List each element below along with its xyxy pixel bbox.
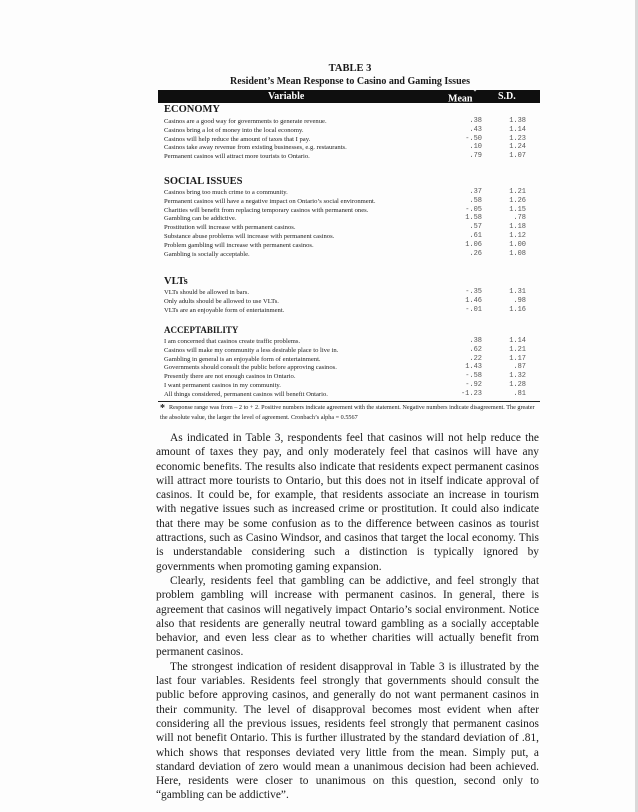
row-mean: -.35 — [465, 288, 482, 296]
row-sd: 1.38 — [509, 117, 526, 125]
row-mean: 1.43 — [465, 363, 482, 372]
row-label: Casinos take away revenue from existing businesses, e.g. restaurants. — [164, 144, 347, 152]
section-title: SOCIAL ISSUES — [164, 176, 243, 187]
row-sd: 1.28 — [509, 381, 526, 389]
row-mean: 1.46 — [465, 296, 482, 305]
table-row — [164, 241, 538, 250]
row-sd: 1.32 — [509, 372, 526, 381]
row-sd: 1.21 — [509, 188, 526, 196]
row-sd: 1.08 — [509, 249, 526, 258]
row-label: I want permanent casinos in my community. — [164, 382, 281, 389]
row-sd: 1.23 — [509, 134, 526, 143]
table-row — [164, 372, 538, 381]
row-mean: .37 — [469, 188, 482, 196]
header-mean-mark: * — [473, 89, 477, 95]
row-mean: .58 — [469, 196, 482, 205]
table-row — [164, 250, 538, 259]
row-sd: 1.31 — [509, 288, 526, 296]
row-sd: 1.00 — [509, 240, 526, 249]
row-label: Permanent casinos will attract more tourists to Ontario. — [164, 153, 310, 161]
row-label: Presently there are not enough casinos in Ontario. — [164, 373, 296, 381]
table-row — [164, 288, 538, 297]
row-mean: 1.06 — [465, 240, 482, 249]
table-row — [164, 363, 538, 372]
row-sd: 1.21 — [509, 345, 526, 354]
row-sd: 1.14 — [509, 337, 526, 345]
table-row — [164, 117, 538, 126]
table-row — [164, 214, 538, 223]
section-title: VLTs — [164, 276, 188, 287]
row-mean: -.05 — [465, 205, 482, 214]
row-mean: .79 — [469, 152, 482, 161]
row-label: Charities will benefit from replacing temporary casinos with permanent ones. — [164, 206, 369, 214]
row-mean: -.01 — [465, 305, 482, 314]
row-label: All things considered, permanent casinos will benefit Ontario. — [164, 390, 328, 398]
header-variable: Variable — [268, 91, 305, 102]
row-label: VLTs should be allowed in bars. — [164, 289, 250, 296]
table-row — [164, 346, 538, 355]
table-header-bar — [158, 90, 540, 103]
row-label: Only adults should be allowed to use VLTs. — [164, 297, 279, 305]
header-mean — [448, 90, 476, 105]
row-mean: .26 — [469, 249, 482, 258]
table-row — [164, 390, 538, 399]
row-mean: -.50 — [465, 134, 482, 143]
row-label: Gambling in general is an enjoyable form of entertainment. — [164, 355, 321, 363]
header-sd: S.D. — [498, 91, 516, 102]
row-mean: 1.58 — [465, 214, 482, 223]
paragraph: As indicated in Table 3, respondents feel that casinos will not help reduce the amount of taxes they pay, and only moderately feel that casinos will have any economic benefits. The results also indicate that residents expect permanent casinos will attract more tourists to Ontario, but this does not in itself indicate approval of casinos. It could be, for example, that residents associate an increase in tourism with negative issues such as increased crime or prostitution. It could also indicate that there may be some confusion as to the difference between casinos as tourist attractions, such as Casino Windsor, and casinos that target the local economy. This is understandable considering such a distinction is typically ignored by governments when promoting gaming expansion. — [156, 432, 539, 573]
table-row — [164, 143, 538, 152]
section-title: ECONOMY — [164, 104, 220, 115]
row-label: VLTs are an enjoyable form of entertainment. — [164, 306, 285, 314]
row-mean: .38 — [469, 337, 482, 345]
row-sd: 1.26 — [509, 196, 526, 205]
row-sd: 1.24 — [509, 143, 526, 152]
row-mean: .43 — [469, 125, 482, 134]
row-label: Gambling is socially acceptable. — [164, 250, 250, 258]
row-sd: 1.16 — [509, 305, 526, 314]
row-label: Problem gambling will increase with permanent casinos. — [164, 241, 314, 249]
row-mean: .61 — [469, 232, 482, 240]
header-mean-label: Mean — [448, 93, 473, 105]
table-row — [164, 306, 538, 315]
row-mean: -.92 — [465, 381, 482, 389]
row-label: Governments should consult the public before approving casinos. — [164, 364, 337, 372]
row-sd: .87 — [513, 363, 526, 372]
row-label: Prostitution will increase with permanent casinos. — [164, 224, 296, 232]
table-row — [164, 297, 538, 306]
row-sd: 1.15 — [509, 205, 526, 214]
row-mean: -.58 — [465, 372, 482, 381]
table-row — [164, 206, 538, 215]
row-label: Casinos bring a lot of money into the local economy. — [164, 126, 304, 134]
row-mean: .10 — [469, 143, 482, 152]
row-label: Casinos bring too much crime to a community. — [164, 189, 288, 196]
row-sd: 1.07 — [509, 152, 526, 161]
row-sd: .78 — [513, 214, 526, 223]
row-mean: .22 — [469, 354, 482, 363]
table-row — [164, 135, 538, 144]
row-label: Permanent casinos will have a negative impact on Ontario’s social environment. — [164, 197, 376, 205]
row-sd: 1.18 — [509, 223, 526, 232]
row-sd: .81 — [513, 389, 526, 398]
row-mean: -1.23 — [460, 389, 482, 398]
section-title: ACCEPTABILITY — [164, 325, 239, 335]
paragraph: Clearly, residents feel that gambling can be addictive, and feel strongly that problem gambling will increase with permanent casinos. In general, there is agreement that casinos will negatively impact Ontario’s social environment. Notice also that residents are generally neutral toward gambling as a socially acceptable behavior, and even less clear as to whether charities will actually benefit from permanent casinos. — [156, 574, 539, 659]
footnote-mark: * — [160, 403, 165, 414]
paragraph: The strongest indication of resident disapproval in Table 3 is illustrated by the last four variables. Residents feel strongly that governments should consult the public before approving casinos, and generally do not want permanent casinos in their community. The level of disapproval becomes most evident when after considering all the previous issues, residents feel strongly that permanent casinos will not benefit Ontario. This is further illustrated by the standard deviation of .81, which shows that responses deviated very little from the mean. Simply put, a standard deviation of zero would mean a unanimous decision had been achieved. Here, residents were closer to unanimous on this question, second only to “gambling can be addictive”. — [156, 660, 539, 802]
table-footnote — [160, 404, 538, 422]
table-row — [164, 188, 538, 197]
table-row — [164, 381, 538, 390]
row-sd: 1.12 — [509, 232, 526, 240]
row-label: Gambling can be addictive. — [164, 215, 237, 223]
table-row — [164, 126, 538, 135]
table-row — [164, 337, 538, 346]
row-label: I am concerned that casinos create traffic problems. — [164, 338, 301, 345]
row-sd: 1.17 — [509, 354, 526, 363]
row-label: Casinos are a good way for governments to generate revenue. — [164, 118, 327, 125]
footnote-text: Response range was from – 2 to + 2. Positive numbers indicate agreement with the statement. Negative numbers indicate disagreement. The greater the absolute value, the larger the level of agreement. Cronbach’s alpha = 0.5567 — [160, 404, 535, 421]
table-row — [164, 152, 538, 161]
table-row — [164, 223, 538, 232]
table-row — [164, 355, 538, 364]
table-caption: TABLE 3 — [328, 63, 372, 74]
row-mean: .62 — [469, 345, 482, 354]
row-mean: .57 — [469, 223, 482, 232]
table-row — [164, 197, 538, 206]
row-sd: 1.14 — [509, 125, 526, 134]
table-bottom-rule — [158, 401, 540, 402]
table-title: Resident’s Mean Response to Casino and Gaming Issues — [230, 76, 470, 87]
row-label: Casinos will make my community a less desirable place to live in. — [164, 346, 339, 354]
row-label: Substance abuse problems will increase with permanent casinos. — [164, 233, 335, 240]
row-mean: .38 — [469, 117, 482, 125]
row-label: Casinos will help reduce the amount of taxes that I pay. — [164, 135, 311, 143]
row-sd: .98 — [513, 296, 526, 305]
table-row — [164, 232, 538, 241]
body-text — [156, 431, 539, 803]
